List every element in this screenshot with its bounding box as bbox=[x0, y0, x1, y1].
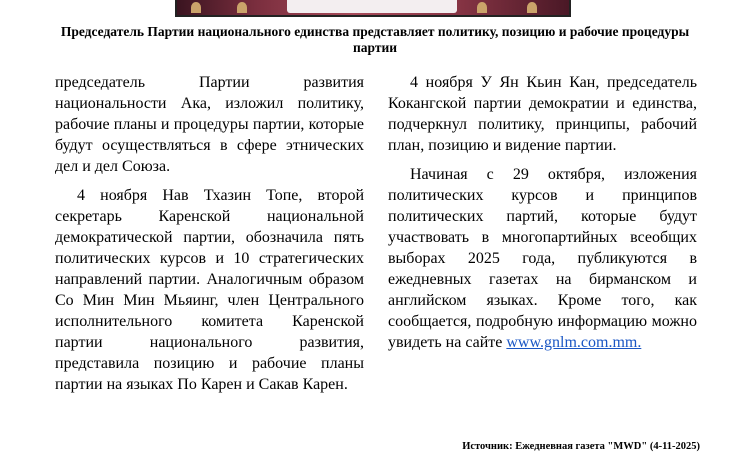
paragraph: 4 ноября У Ян Кьин Кан, председатель Кокангской партии демократии и единства, подчеркнул политику, принципы, рабочий план, позицию и видение партии. bbox=[388, 74, 697, 154]
paragraph bbox=[388, 164, 697, 353]
article-column-right bbox=[388, 72, 697, 361]
source-note: Источник: Ежедневная газета "MWD" (4-11-2025) bbox=[462, 441, 700, 452]
photo-banner bbox=[287, 0, 457, 13]
photo-figure-right bbox=[477, 2, 487, 13]
article-column-left bbox=[55, 72, 364, 403]
photo-figure-left bbox=[191, 2, 201, 13]
news-photo bbox=[175, 0, 571, 17]
paragraph: председатель Партии развития национальности Ака, изложил политику, рабочие планы и процедуры партии, которые будут осуществляться в сфере этнических дел и дел Союза. bbox=[55, 74, 364, 175]
website-link[interactable]: www.gnlm.com.mm. bbox=[506, 334, 642, 351]
paragraph-text: Начиная с 29 октября, изложения политических курсов и принципов политических партий, которые будут участвовать в многопартийных всеобщих выборах 2025 года, публикуются в ежедневных газетах на бирманском и английском языках. Кроме того, как сообщается, подробную информацию можно увидеть на сайте bbox=[388, 166, 697, 351]
paragraph: 4 ноября Нав Тхазин Топе, второй секретарь Каренской национальной демократической партии, обозначила пять политических курсов и 10 стратегических направлений партии. Аналогичным образом Со Мин Мин Мьяинг, член Центрального исполнительного комитета Каренской партии национального развития, представила позицию и рабочие планы партии на языках По Карен и Сакав Карен. bbox=[55, 187, 364, 393]
photo-figure-left2 bbox=[237, 2, 247, 13]
photo-figure-right2 bbox=[527, 2, 537, 13]
photo-caption: Председатель Партии национального единства представляет политику, позицию и рабочие процедуры партии bbox=[60, 24, 690, 55]
